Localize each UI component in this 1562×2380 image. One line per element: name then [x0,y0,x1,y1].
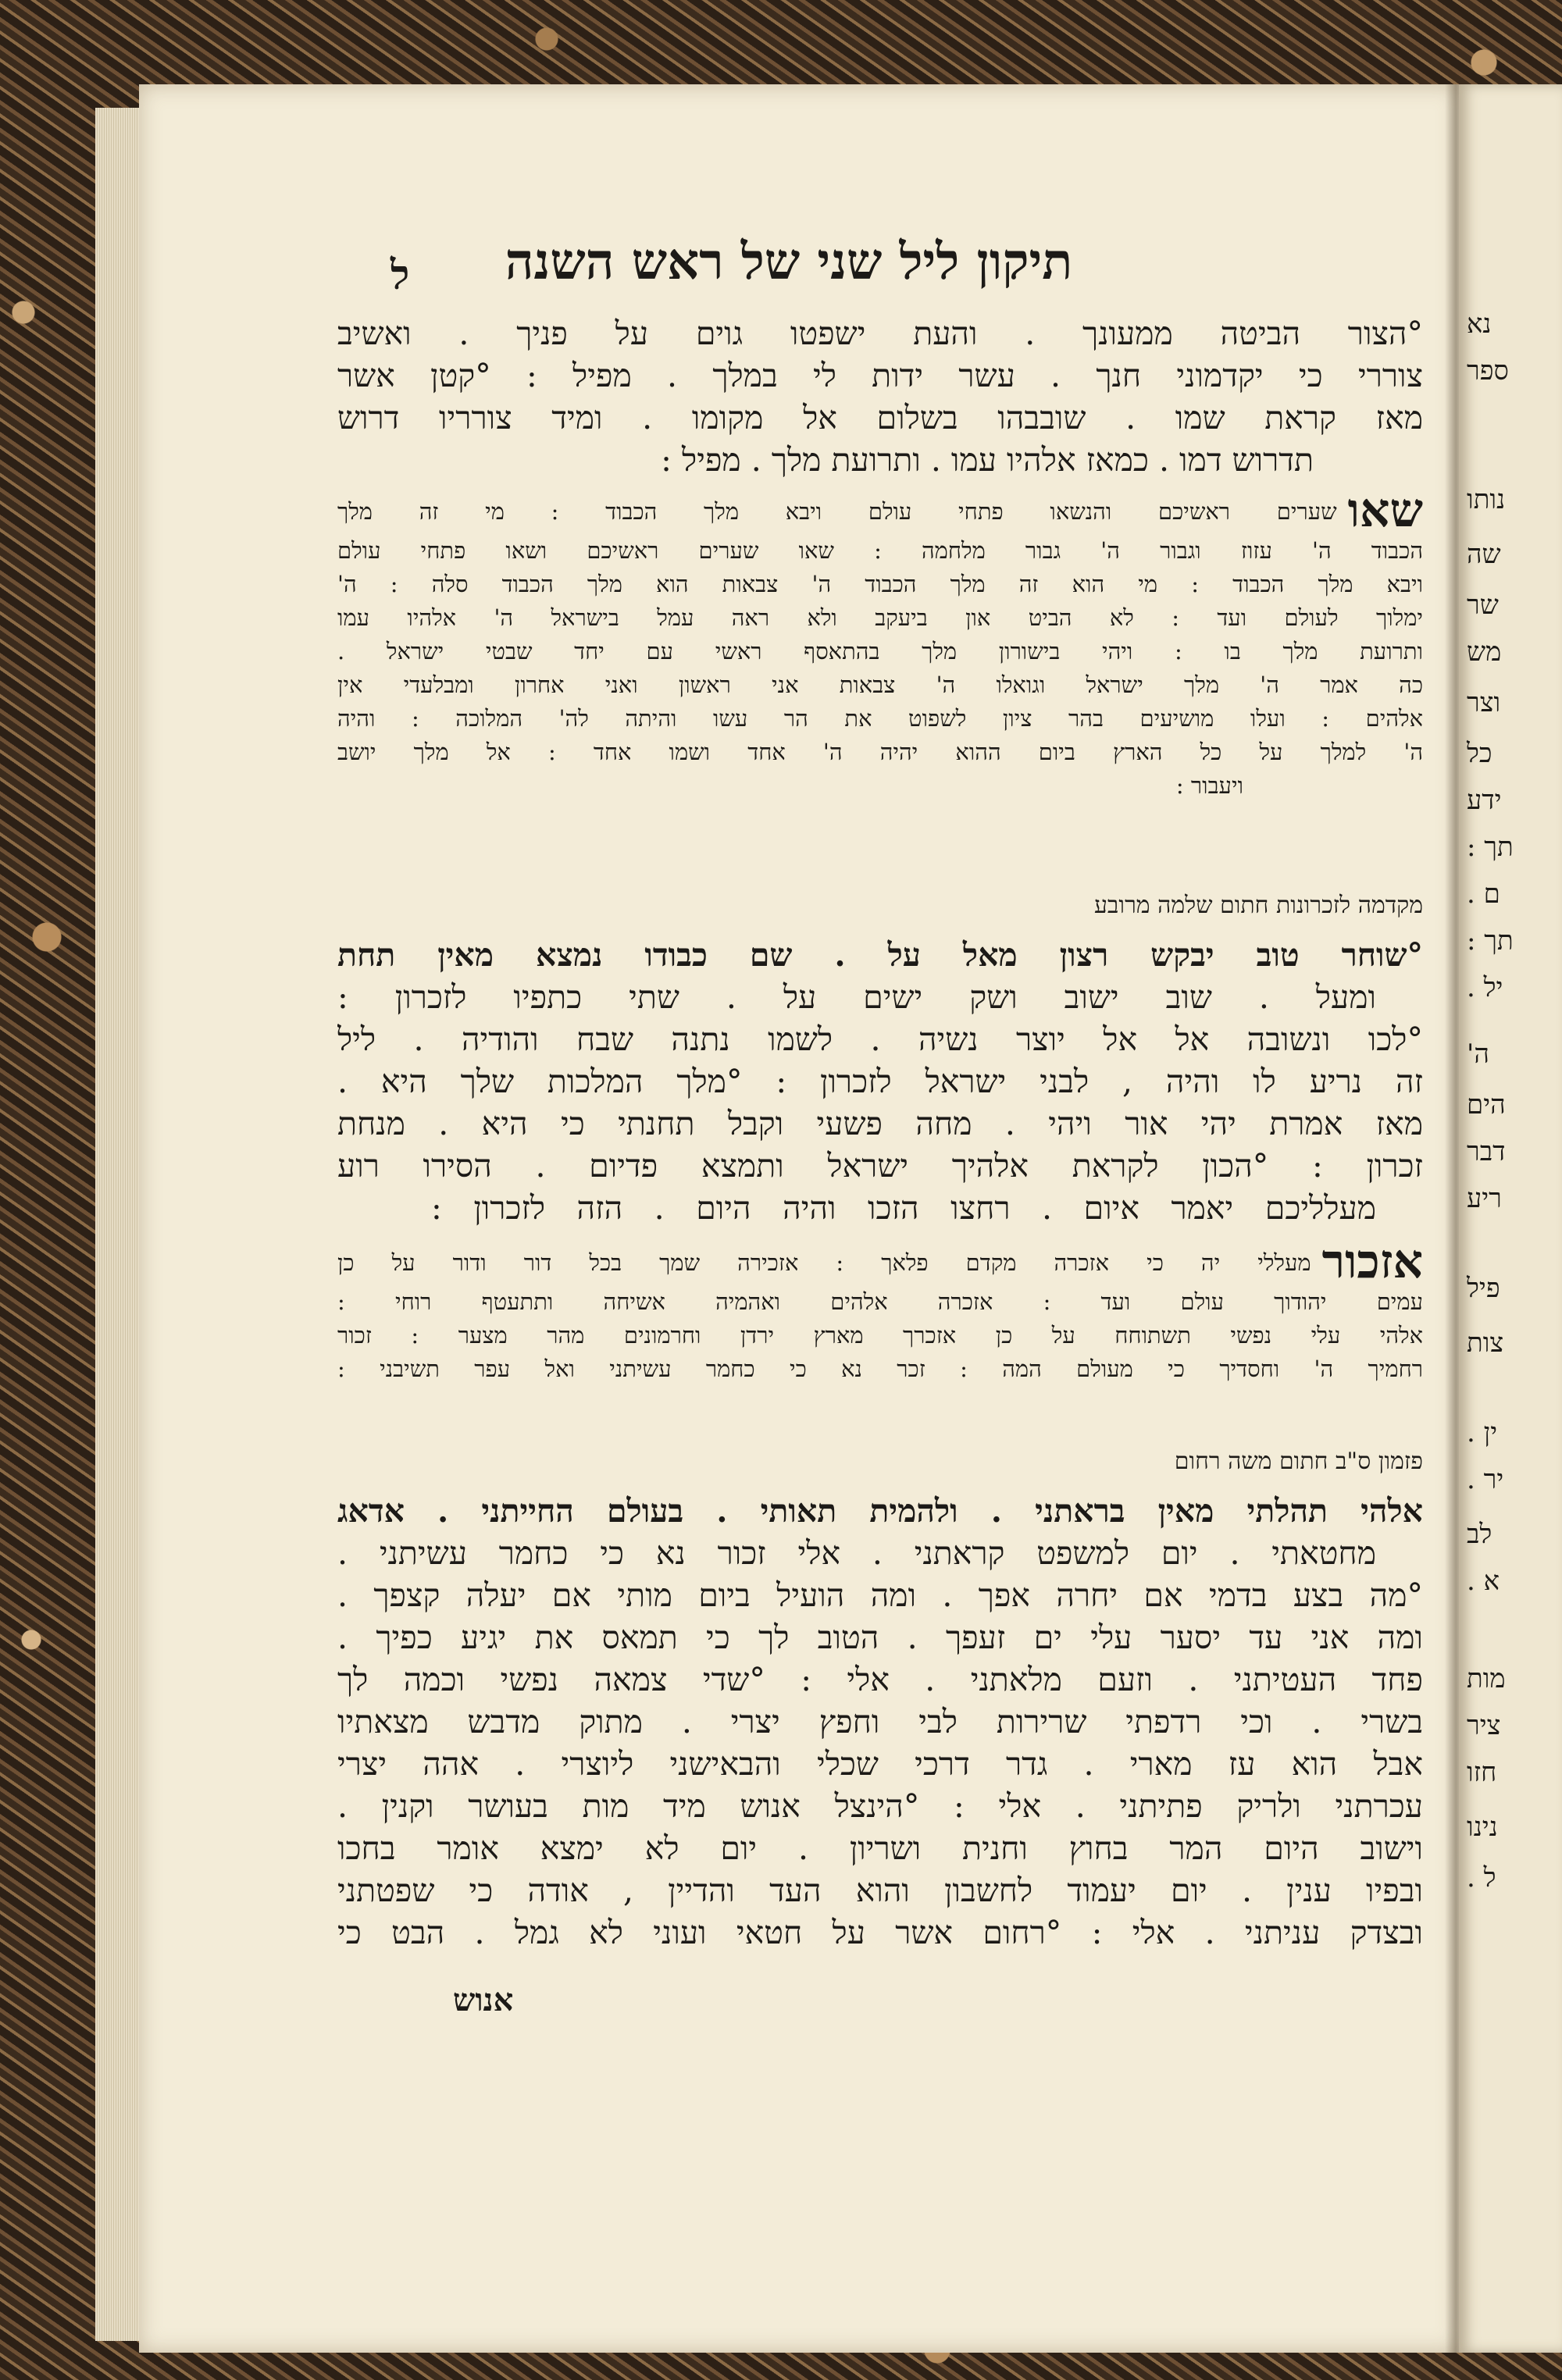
facing-page-fragment: ציר [1467,1710,1501,1741]
text-line: ה' למלך על כל הארץ ביום ההוא יהיה ה' אחד ושמו אחד : אל מלך יושב [337,739,1423,765]
facing-page [1459,84,1562,2353]
text-line: מעלליכם יאמר איום . רחצו הזכו והיה היום . הזה לזכרון : [431,1189,1376,1227]
text-line: אלהי עלי נפשי תשתוחח על כן אזכרך מארץ ירדן וחרמונים מהר מצער : זכור [337,1322,1423,1349]
facing-page-fragment: א . [1467,1566,1500,1597]
text-line: פחד העטיתני . וזעם מלאתני . אלי : °שדי צמאה נפשי וכמה לך [337,1661,1423,1698]
facing-page-fragment: דבר [1467,1136,1506,1167]
section-heading: פזמון ס"ב חתום משה רחום [1174,1448,1423,1475]
text-line: °שוחר טוב יבקש רצון מאל על . שם כבודו נמצא מאין תחת [337,936,1423,974]
section-1 [337,312,1423,481]
text-line: ימלוך לעולם ועד : לא הביט און ביעקב ולא ראה עמל בישראל ה' אלהיו עמו [337,604,1423,631]
facing-page-fragment: מש [1467,636,1502,668]
text-line: אלהי תהלתי מאין בראתני . ולהמית תאותי . בעולם החייתני . אדאג [337,1492,1423,1530]
text-line: עמים יהודוך עולם ועד : אזכרה אלהים ואהמיה אשיחה ותתעטף רוחי : [337,1288,1423,1315]
text-line: מעללי יה כי אזכרה מקדם פלאך : אזכירה שמך בכל דור ודור על כן [337,1249,1311,1276]
facing-page-fragment: נינו [1467,1812,1498,1843]
text-line: מאז אמרת יהי אור ויהי . מחה פשעי וקבל תחנתי כי היא . מנחת [337,1105,1423,1142]
text-line: °הצור הביטה ממעונך . והעת ישפטו גוים על פניך . ואשיב [337,315,1423,352]
drop-word: אזכור [1321,1235,1423,1289]
text-line: °לכו ונשובה אל אל יוצר נשיה . לשמו נתנה שבח והודיה . ליל [337,1021,1423,1058]
drop-word: שאו [1347,483,1423,538]
text-line: מאז קראת שמו . שובבהו בשלום אל מקומו . ומיד צורריו דרוש [337,399,1423,436]
facing-page-fragment: ם . [1467,878,1500,910]
facing-page-fragment: שה [1467,539,1501,570]
facing-page-fragment: תך : [1467,832,1514,863]
text-line: שערים ראשיכם והנשאו פתחי עולם ויבא מלך הכבוד : מי זה מלך [337,498,1337,525]
page-header: תיקון ליל שני של ראש השנה [505,233,1073,291]
text-line: תדרוש דמו . כמאז אלהיו עמו . ותרועת מלך . מפיל : [661,441,1314,479]
facing-page-fragment: ין . [1467,1417,1498,1448]
facing-page-fragment: שר [1467,590,1499,621]
facing-page-fragment: ה' [1467,1039,1489,1070]
facing-page-fragment: יל . [1467,972,1503,1003]
page-edges [95,108,141,2341]
facing-page-fragment: הים [1467,1089,1506,1121]
verses-1 [337,483,1423,803]
text-line: אלהים : ועלו מושיעים בהר ציון לשפוט את הר עשו והיתה לה' המלוכה : והיה [337,705,1423,732]
facing-page-fragment: פיל [1467,1273,1500,1304]
text-line: זכרון : °הכון לקראת אלהיך ישראל ותמצא פדיום . הסירו רוע [337,1147,1423,1185]
facing-page-fragment: ספר [1467,355,1509,387]
text-line: ויעבור : [1175,772,1243,799]
facing-page-fragment: מות [1467,1663,1506,1694]
text-line: ומעל . שוב ישוב ושק ישים על . שתי כתפיו לזכרון : [337,978,1376,1016]
text-line: ובפיו ענין . יום יעמוד לחשבון והוא העד והדיין , אודה כי שפטתני [337,1872,1423,1909]
section-3 [337,1490,1423,1954]
text-line: בשרי . וכי רדפתי שרירות לבי וחפץ יצרי . מתוק מדבש מצאתיו [337,1703,1423,1740]
text-line: אבל הוא עז מארי . גדר דרכי שכלי והבאישני ליוצרי . אהה יצרי [337,1745,1423,1783]
text-line: ומה אני עד יסער עלי ים זעפך . הטוב לך כי תמאס את יגיע כפיך . [337,1619,1423,1656]
section-heading: מקדמה לזכרונות חתום שלמה מרובע [1093,892,1423,919]
text-line: צוררי כי יקדמוני חנך . עשר ידות לי במלך . מפיל : °קטן אשר [337,357,1423,394]
text-line: וישוב היום המר בחוץ וחנית ושריון . יום לא ימצא אומר בחכו [337,1830,1423,1867]
text-line: מחטאתי . יום למשפט קראתני . אלי זכור נא כי כחמר עשיתני . [337,1534,1376,1572]
facing-page-fragment: לב [1467,1519,1492,1550]
verses-2 [337,1235,1423,1386]
text-line: °מה בצע בדמי אם יחרה אפך . ומה הועיל ביום מותי אם יעלה קצפך . [337,1577,1423,1614]
text-line: ויבא מלך הכבוד : מי הוא זה מלך הכבוד ה' צבאות הוא מלך הכבוד סלה : ה' [337,571,1423,597]
facing-page-fragment: ידע [1467,785,1502,816]
facing-page-fragment: יר . [1467,1464,1504,1495]
text-line: ותרועת מלך בו : ויהי בישורון מלך בהתאסף ראשי עם יחד שבטי ישראל . [337,638,1423,664]
facing-page-fragment: תך : [1467,925,1514,957]
facing-page-fragment: נא [1467,308,1492,340]
facing-page-fragment: ריע [1467,1183,1502,1214]
text-line: זה נריע לו והיה , לבני ישראל לזכרון : °מלך המלכות שלך היא . [337,1063,1423,1100]
text-line: רחמיך ה' וחסדיך כי מעולם המה : זכר נא כי כחמר עשיתני ואל עפר תשיבני : [337,1356,1423,1382]
section-2 [337,934,1423,1229]
facing-page-fragment: וצר [1467,687,1501,718]
facing-page-fragment: כל [1467,738,1492,769]
facing-page-fragment: ל . [1467,1862,1496,1894]
text-line: הכבוד ה' עזוז וגבור ה' גבור מלחמה : שאו שערים ראשיכם ושאו פתחי עולם [337,537,1423,564]
text-line: כה אמר ה' מלך ישראל וגואלו ה' צבאות אני ראשון ואני אחרון ומבלעדי אין [337,672,1423,698]
catchword: אנוש [453,1982,514,2018]
page-number: ל [390,251,410,299]
facing-page-fragment: נותו [1467,484,1506,515]
text-line: עכרתני ולריק פתיתני . אלי : °הינצל אנוש מיד מות בעושר וקנין . [337,1787,1423,1825]
text-line: ובצדק עניתני . אלי : °רחום אשר על חטאי ועוני לא גמל . הבט כי [337,1914,1423,1951]
facing-page-fragment: חזו [1467,1757,1497,1788]
facing-page-fragment: צות [1467,1327,1504,1359]
